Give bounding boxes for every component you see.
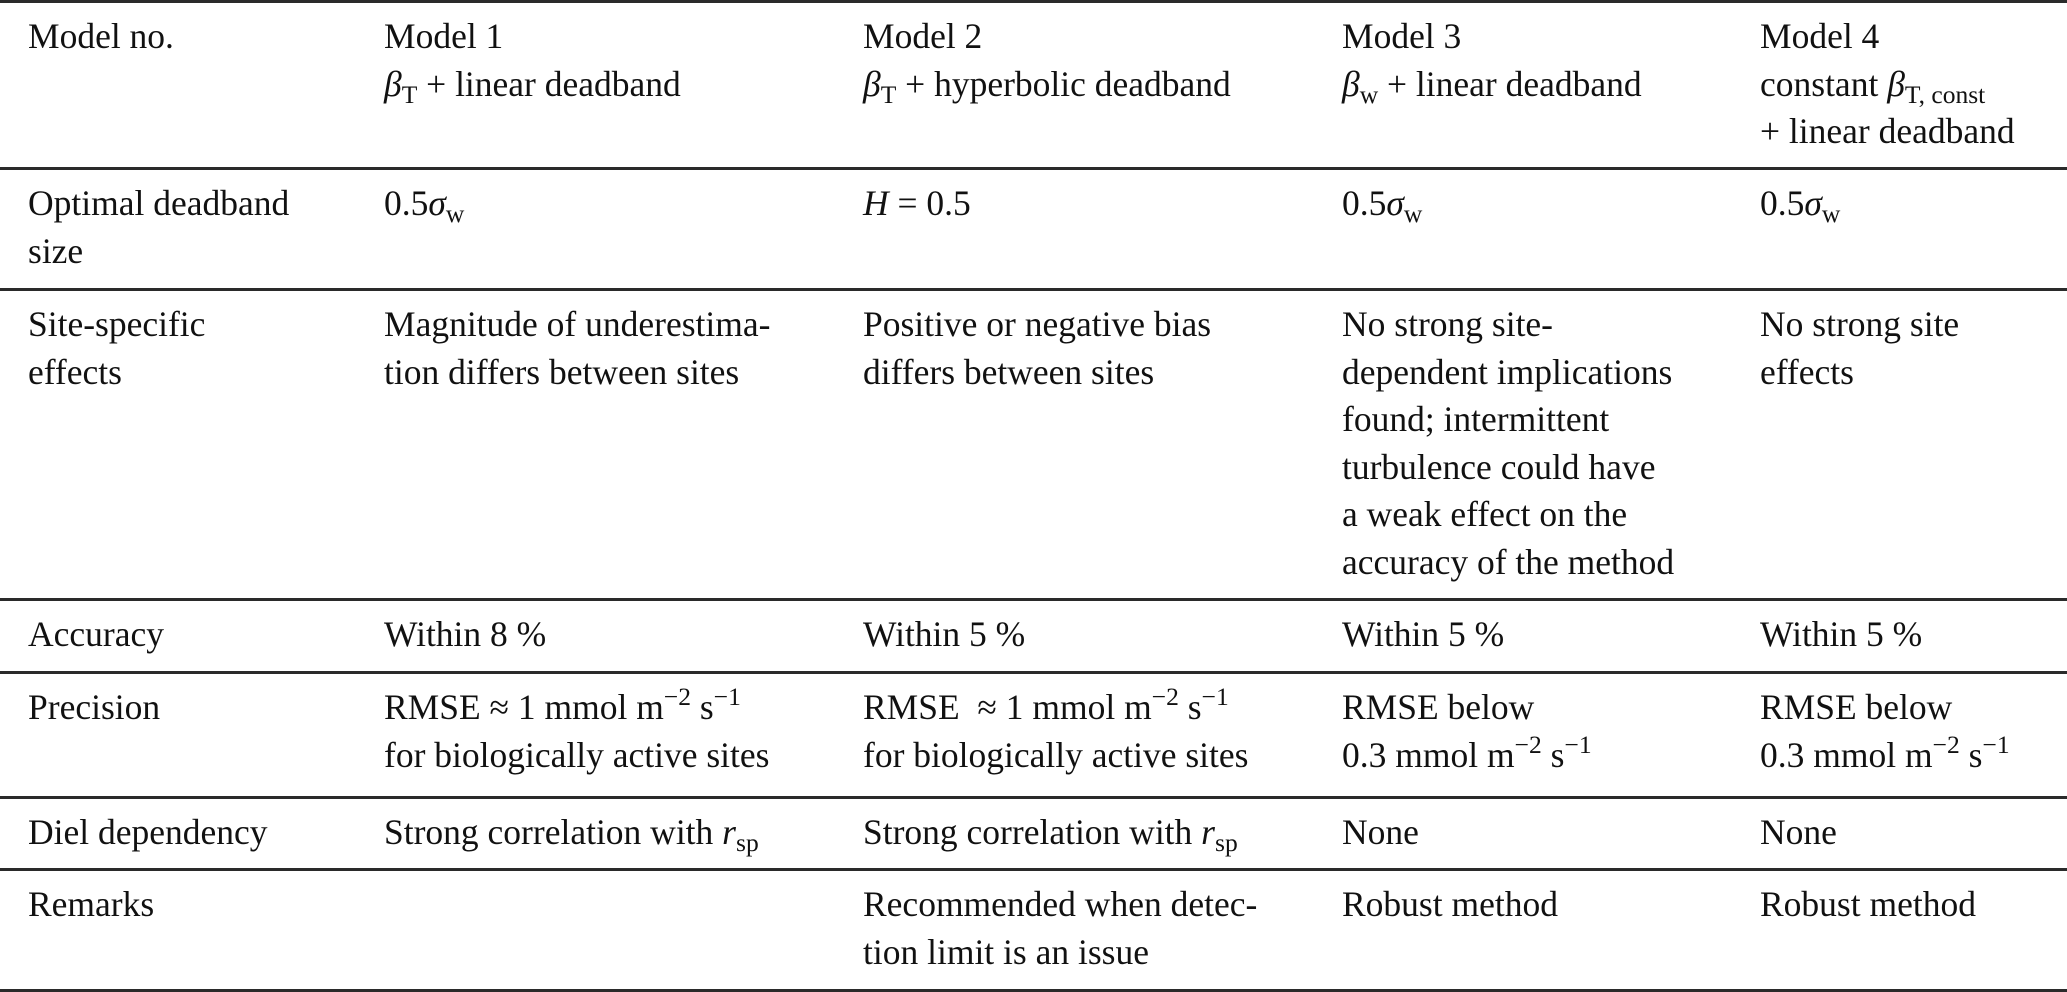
model-1-name: Model 1 <box>384 16 504 56</box>
cell-model-4: Robust method <box>1760 884 1976 924</box>
cell-model-1: Within 8 % <box>384 614 547 654</box>
cell-model-1: $0.5\sigma_w$ <box>384 183 465 229</box>
cell-model-4: No strong site effects <box>1760 304 1960 392</box>
row-label: Remarks <box>28 884 155 924</box>
cell-model-4: RMSE below 0.3 mmol $m^{-2}$ $s^{-1}$ <box>1760 687 2010 775</box>
header-row-label: Model no. <box>28 16 174 56</box>
cell-model-1: Magnitude of underestima- tion differs between sites <box>384 304 771 392</box>
model-4-desc: constant $\beta_{T, const}$ <box>1760 63 1986 109</box>
cell-model-3: Robust method <box>1342 884 1558 924</box>
row-label: Diel dependency <box>28 812 268 852</box>
model-2-name: Model 2 <box>863 16 983 56</box>
cell-model-2: Positive or negative bias differs between sites <box>863 304 1212 392</box>
row-label: Optimal deadband size <box>28 183 290 271</box>
model-3-name: Model 3 <box>1342 16 1462 56</box>
header-model-4 <box>1760 13 2015 156</box>
row-label: Site-specific effects <box>28 304 206 392</box>
row-label: Accuracy <box>28 614 164 654</box>
model-1-desc: $\beta_T$ + linear deadband <box>384 63 681 109</box>
table-row-remarks <box>0 871 2067 989</box>
cell-model-2: Within 5 % <box>863 614 1026 654</box>
row-label: Precision <box>28 687 161 727</box>
cell-model-1: RMSE ≈ 1 mmol $m^{-2}$ $s^{-1}$ for biologically active sites <box>384 681 770 775</box>
cell-model-2: Strong correlation with $r_{sp}$ <box>863 812 1238 858</box>
model-4-desc-2: + linear deadband <box>1760 111 2015 151</box>
cell-model-3: Within 5 % <box>1342 614 1505 654</box>
header-model-3 <box>1342 13 1642 108</box>
table-row-site-specific-effects <box>0 291 2067 598</box>
header-row <box>0 3 2067 167</box>
model-3-desc: $\beta_w$ + linear deadband <box>1342 63 1642 109</box>
cell-model-4: None <box>1760 812 1837 852</box>
cell-model-2: RMSE ≈ 1 mmol $m^{-2}$ $s^{-1}$ for biologically active sites <box>863 681 1249 775</box>
cell-model-3: $0.5\sigma_w$ <box>1342 183 1423 229</box>
header-model-1 <box>384 13 681 108</box>
cell-model-4: $0.5\sigma_w$ <box>1760 183 1841 229</box>
table-row-optimal-deadband <box>0 170 2067 288</box>
cell-model-2: Recommended when detec- tion limit is an issue <box>863 884 1258 972</box>
model-4-name: Model 4 <box>1760 16 1880 56</box>
cell-model-1: Strong correlation with $r_{sp}$ <box>384 812 759 858</box>
table-row-diel-dependency <box>0 799 2067 868</box>
cell-model-4: Within 5 % <box>1760 614 1923 654</box>
cell-model-2: H = 0.5 <box>863 183 971 223</box>
header-model-2 <box>863 13 1231 108</box>
model-2-desc: $\beta_T$ + hyperbolic deadband <box>863 63 1231 109</box>
cell-model-3: None <box>1342 812 1419 852</box>
cell-model-3: No strong site- dependent implications found; intermittent turbulence could have a weak effect on the accuracy of the method <box>1342 304 1675 582</box>
table-row-precision <box>0 674 2067 796</box>
cell-model-3: RMSE below 0.3 mmol $m^{-2}$ $s^{-1}$ <box>1342 687 1592 775</box>
table-row-accuracy <box>0 601 2067 671</box>
